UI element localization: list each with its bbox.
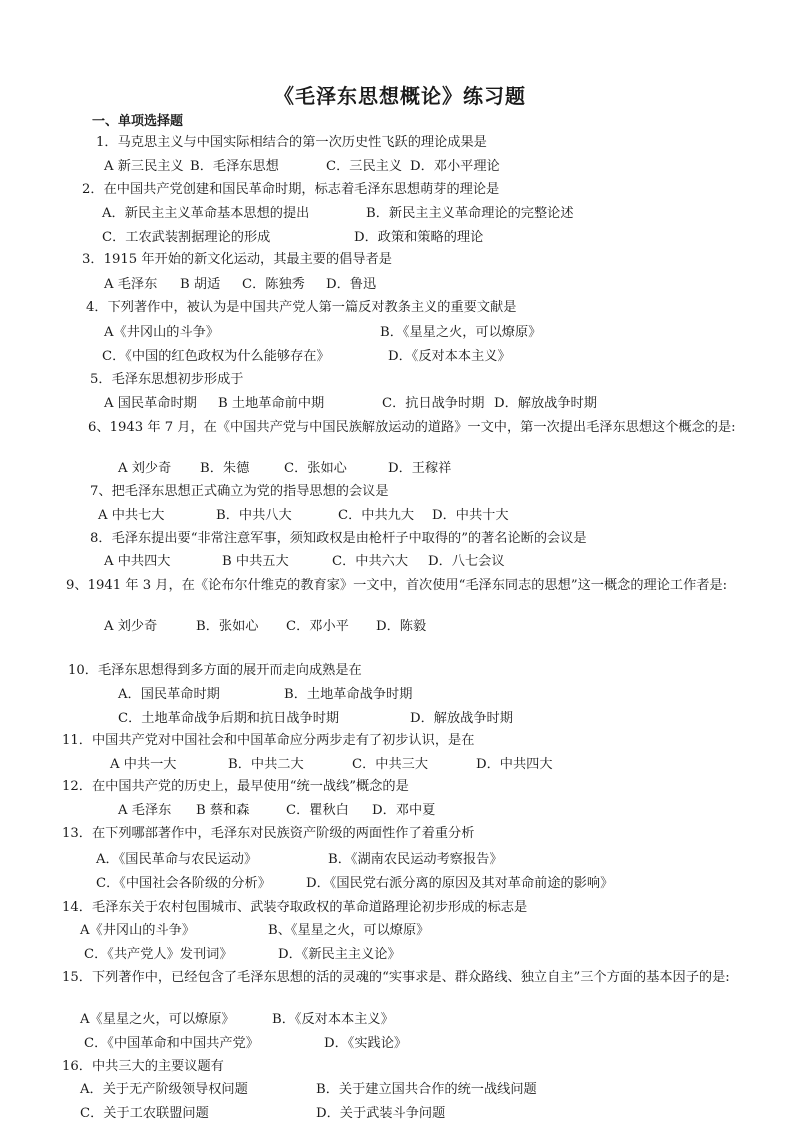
q15-option-d: D．《实践论》 xyxy=(324,1036,408,1051)
question-stem-16: 16．中共三大的主要议题有 xyxy=(62,1059,224,1074)
q5-option-d: D．解放战争时期 xyxy=(494,396,597,411)
q15-option-a: A《星星之火，可以燎原》 xyxy=(80,1012,235,1027)
question-stem-6: 6、1943 年 7 月，在《中国共产党与中国民族解放运动的道路》一文中，第一次提出毛泽东思想这个概念的是: xyxy=(88,420,736,435)
q3-option-c: C．陈独秀 xyxy=(242,277,305,292)
q9-option-b: B．张如心 xyxy=(196,619,259,634)
q6-option-d: D．王稼祥 xyxy=(388,461,452,476)
q3-option-b: B 胡适 xyxy=(180,277,221,292)
q2-option-b: B．新民主主义革命理论的完整论述 xyxy=(366,206,574,221)
question-stem-8: 8．毛泽东提出要“非常注意军事，须知政权是由枪杆子中取得的”的著名论断的会议是 xyxy=(90,531,587,546)
q10-option-c: C．土地革命战争后期和抗日战争时期 xyxy=(118,711,340,726)
q14-option-b: B、《星星之火，可以燎原》 xyxy=(268,923,430,938)
q16-option-c: C．关于工农联盟问题 xyxy=(80,1106,209,1121)
q16-option-a: A．关于无产阶级领导权问题 xyxy=(80,1082,248,1097)
q2-option-a: A．新民主主义革命基本思想的提出 xyxy=(102,206,310,221)
q16-option-b: B．关于建立国共合作的统一战线问题 xyxy=(316,1082,537,1097)
q3-option-d: D．鲁迅 xyxy=(326,277,377,292)
q7-option-c: C．中共九大 xyxy=(338,508,415,523)
question-stem-5: 5．毛泽东思想初步形成于 xyxy=(90,372,244,387)
question-stem-3: 3．1915 年开始的新文化运动，其最主要的倡导者是 xyxy=(82,252,392,267)
q12-option-a: A 毛泽东 xyxy=(118,803,172,818)
question-stem-1: 1．马克思主义与中国实际相结合的第一次历史性飞跃的理论成果是 xyxy=(96,135,487,150)
q9-option-d: D．陈毅 xyxy=(376,619,427,634)
question-stem-9: 9、1941 年 3 月，在《论布尔什维克的教育家》一文中，首次使用“毛泽东同志的思想”这一概念的理论工作者是: xyxy=(66,578,728,593)
q8-option-c: C．中共六大 xyxy=(332,554,409,569)
q15-option-c: C．《中国革命和中国共产党》 xyxy=(84,1036,259,1051)
q11-option-b: B．中共二大 xyxy=(228,757,304,772)
question-stem-2: 2．在中国共产党创建和国民革命时期，标志着毛泽东思想萌芽的理论是 xyxy=(82,182,500,197)
q5-option-a: A 国民革命时期 xyxy=(104,396,197,411)
section-heading: 一、单项选择题 xyxy=(92,114,184,129)
q10-option-a: A．国民革命时期 xyxy=(118,687,220,702)
q11-option-a: A 中共一大 xyxy=(110,757,177,772)
q11-option-c: C．中共三大 xyxy=(352,757,429,772)
q16-option-d: D．关于武装斗争问题 xyxy=(316,1106,446,1121)
q8-option-a: A 中共四大 xyxy=(104,554,171,569)
q14-option-c: C．《共产党人》发刊词》 xyxy=(84,947,233,962)
q10-option-b: B．土地革命战争时期 xyxy=(284,687,413,702)
question-stem-13: 13．在下列哪部著作中，毛泽东对民族资产阶级的两面性作了着重分析 xyxy=(62,826,475,841)
q4-option-c: C．《中国的红色政权为什么能够存在》 xyxy=(102,349,330,364)
q8-option-d: D．八七会议 xyxy=(428,554,505,569)
q7-option-a: A 中共七大 xyxy=(98,508,165,523)
q1-option-b: B．毛泽东思想 xyxy=(190,159,279,174)
q5-option-b: B 土地革命前中期 xyxy=(218,396,325,411)
q12-option-c: C．瞿秋白 xyxy=(286,803,349,818)
q3-option-a: A 毛泽东 xyxy=(104,277,158,292)
q14-option-d: D．《新民主主义论》 xyxy=(278,947,401,962)
question-stem-7: 7、把毛泽东思想正式确立为党的指导思想的会议是 xyxy=(90,484,389,499)
q8-option-b: B 中共五大 xyxy=(222,554,289,569)
q14-option-a: A《井冈山的斗争》 xyxy=(80,923,196,938)
q2-option-c: C．工农武装割据理论的形成 xyxy=(102,230,271,245)
q4-option-b: B．《星星之火，可以燎原》 xyxy=(380,325,542,340)
q6-option-b: B．朱德 xyxy=(200,461,250,476)
q1-option-c: C．三民主义 xyxy=(326,159,403,174)
question-stem-14: 14．毛泽东关于农村包围城市、武装夺取政权的革命道路理论初步形成的标志是 xyxy=(62,900,528,915)
q4-option-a: A《井冈山的斗争》 xyxy=(104,325,220,340)
question-stem-12: 12．在中国共产党的历史上，最早使用“统一战线”概念的是 xyxy=(62,779,409,794)
question-stem-10: 10．毛泽东思想得到多方面的展开而走向成熟是在 xyxy=(68,663,362,678)
q13-option-a: A．《国民革命与农民运动》 xyxy=(96,852,258,867)
q1-option-a: A 新三民主义 xyxy=(104,159,184,174)
q9-option-c: C．邓小平 xyxy=(286,619,349,634)
question-stem-4: 4．下列著作中，被认为是中国共产党人第一篇反对教条主义的重要文献是 xyxy=(86,300,517,315)
q6-option-a: A 刘少奇 xyxy=(118,461,172,476)
question-stem-15: 15．下列著作中，已经包含了毛泽东思想的活的灵魂的“实事求是、群众路线、独立自主”三个方面的基本因子的是: xyxy=(62,970,730,985)
q13-option-d: D．《国民党右派分离的原因及其对革命前途的影响》 xyxy=(306,876,614,891)
q11-option-d: D．中共四大 xyxy=(476,757,553,772)
q12-option-b: B 蔡和森 xyxy=(196,803,250,818)
q13-option-b: B．《湖南农民运动考察报告》 xyxy=(328,852,503,867)
q1-option-d: D．邓小平理论 xyxy=(410,159,500,174)
q9-option-a: A 刘少奇 xyxy=(104,619,158,634)
q5-option-c: C．抗日战争时期 xyxy=(382,396,485,411)
document-title: 《毛泽东思想概论》练习题 xyxy=(274,84,526,108)
q4-option-d: D．《反对本本主义》 xyxy=(388,349,511,364)
q13-option-c: C．《中国社会各阶级的分析》 xyxy=(96,876,271,891)
q7-option-d: D．中共十大 xyxy=(432,508,509,523)
q2-option-d: D．政策和策略的理论 xyxy=(354,230,484,245)
q10-option-d: D．解放战争时期 xyxy=(410,711,513,726)
question-stem-11: 11．中国共产党对中国社会和中国革命应分两步走有了初步认识，是在 xyxy=(62,733,475,748)
q6-option-c: C．张如心 xyxy=(284,461,347,476)
q15-option-b: B．《反对本本主义》 xyxy=(272,1012,394,1027)
q7-option-b: B．中共八大 xyxy=(216,508,292,523)
q12-option-d: D．邓中夏 xyxy=(372,803,436,818)
